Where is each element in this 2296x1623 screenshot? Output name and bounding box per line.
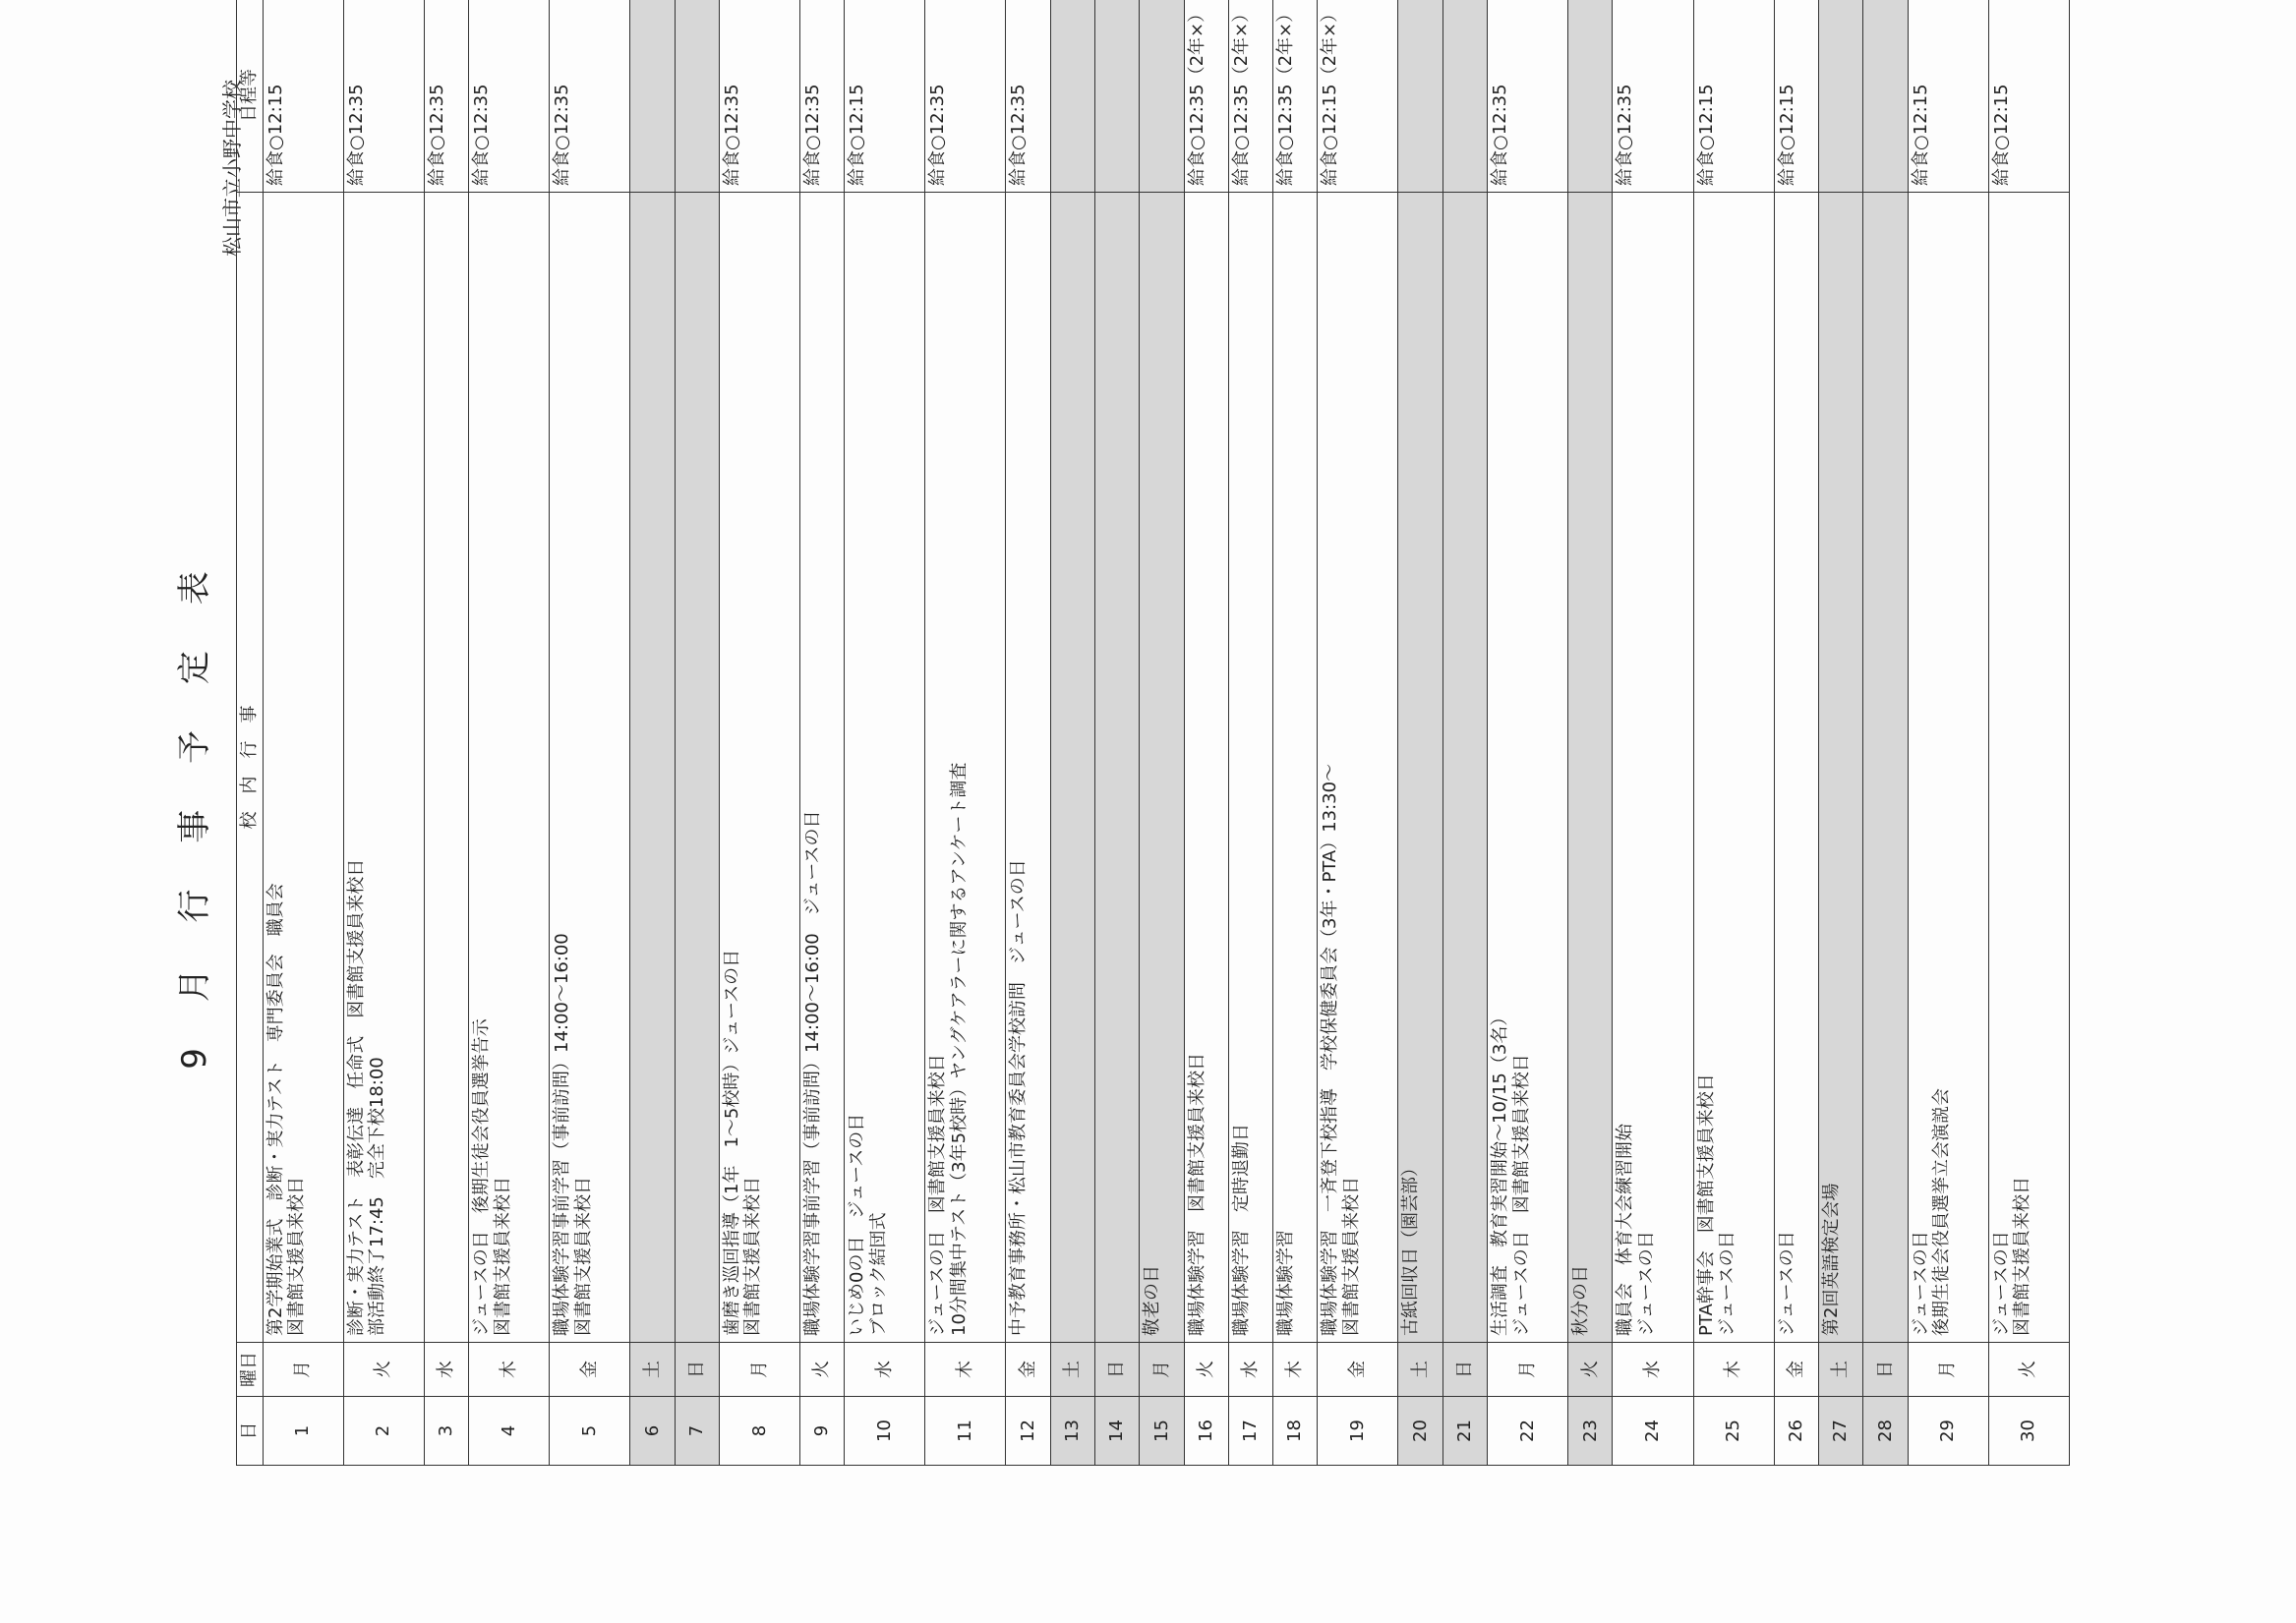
- table-row: [343, 0, 424, 1466]
- event-cell: [719, 193, 799, 1343]
- plan-cell-text: 給食○12:15: [1695, 84, 1717, 186]
- date-cell-text: 2: [373, 1424, 394, 1437]
- table-row: [1094, 0, 1139, 1466]
- date-cell-text: 28: [1874, 1420, 1896, 1442]
- plan-cell: [1006, 0, 1050, 193]
- date-cell: [550, 1397, 630, 1466]
- date-cell-text: 13: [1061, 1420, 1083, 1442]
- plan-cell: [799, 0, 844, 193]
- plan-cell: [550, 0, 630, 193]
- date-cell: [1488, 1397, 1568, 1466]
- event-cell-text: 歯磨き巡回指導（1年 1～5校時）ジュースの日 図書館支援員来校日: [721, 949, 764, 1336]
- event-cell: [1613, 193, 1693, 1343]
- header-event: 校 内 行 事: [237, 193, 264, 1343]
- plan-cell-text: 給食○12:35: [1008, 84, 1030, 186]
- header-plan: 日程等: [237, 0, 264, 193]
- day-cell: [1988, 1343, 2069, 1397]
- date-cell-text: 1: [292, 1424, 314, 1437]
- event-cell: [925, 193, 1006, 1343]
- date-cell: [799, 1397, 844, 1466]
- table-row: [1988, 0, 2069, 1466]
- day-cell: [1140, 1343, 1184, 1397]
- event-cell-text: ジュースの日 図書館支援員来校日: [1990, 1177, 2033, 1336]
- event-cell: [1774, 193, 1818, 1343]
- table-row: [263, 0, 343, 1466]
- event-cell: [424, 193, 468, 1343]
- date-cell-text: 6: [641, 1424, 663, 1437]
- table-row: [1818, 0, 1862, 1466]
- day-cell-text: 水: [1240, 1361, 1262, 1378]
- table-row: [1908, 0, 1988, 1466]
- day-cell: [1863, 1343, 1908, 1397]
- date-cell: [1613, 1397, 1693, 1466]
- day-cell: [719, 1343, 799, 1397]
- date-cell: [263, 1397, 343, 1466]
- day-cell-text: 土: [641, 1361, 663, 1378]
- plan-cell: [1273, 0, 1318, 193]
- day-cell-text: 木: [1723, 1361, 1744, 1378]
- plan-cell: [1568, 0, 1613, 193]
- event-cell: [1818, 193, 1862, 1343]
- event-cell: [1908, 193, 1988, 1343]
- event-cell: [1318, 193, 1398, 1343]
- date-cell-text: 26: [1785, 1420, 1806, 1442]
- date-cell: [1818, 1397, 1862, 1466]
- table-row: [1140, 0, 1184, 1466]
- date-cell: [1988, 1397, 2069, 1466]
- event-cell: [1094, 193, 1139, 1343]
- header-day: 曜日: [237, 1343, 264, 1397]
- event-cell-text: 職員会 体育大会練習開始 ジュースの日: [1615, 1124, 1658, 1336]
- date-cell: [1273, 1397, 1318, 1466]
- date-cell: [1568, 1397, 1613, 1466]
- day-cell-text: 木: [498, 1361, 519, 1378]
- plan-cell: [1908, 0, 1988, 193]
- day-cell-text: 日: [685, 1361, 707, 1378]
- table-row: [424, 0, 468, 1466]
- day-cell-text: 金: [578, 1361, 600, 1378]
- plan-cell: [263, 0, 343, 193]
- plan-cell: [1094, 0, 1139, 193]
- day-cell: [799, 1343, 844, 1397]
- day-cell: [424, 1343, 468, 1397]
- table-row: [550, 0, 630, 1466]
- date-cell-text: 30: [2018, 1420, 2039, 1442]
- date-cell: [1050, 1397, 1094, 1466]
- table-row: [1693, 0, 1774, 1466]
- date-cell: [1228, 1397, 1272, 1466]
- day-cell-text: 火: [373, 1361, 394, 1378]
- plan-cell: [845, 0, 925, 193]
- date-cell: [469, 1397, 550, 1466]
- day-cell: [1398, 1343, 1442, 1397]
- table-row: [1050, 0, 1094, 1466]
- day-cell: [1693, 1343, 1774, 1397]
- day-cell: [343, 1343, 424, 1397]
- day-cell: [1318, 1343, 1398, 1397]
- day-cell-text: 土: [1409, 1361, 1431, 1378]
- plan-cell-text: 給食○12:15: [1990, 84, 2012, 186]
- event-cell-text: 職場体験学習 定時退勤日: [1230, 1124, 1252, 1336]
- day-cell: [469, 1343, 550, 1397]
- event-cell: [1568, 193, 1613, 1343]
- date-cell-text: 12: [1017, 1420, 1038, 1442]
- day-cell-text: 月: [748, 1361, 770, 1378]
- schedule-table: [236, 0, 2070, 1466]
- date-cell-text: 5: [578, 1424, 600, 1437]
- event-cell: [1184, 193, 1228, 1343]
- plan-cell: [630, 0, 675, 193]
- day-cell: [263, 1343, 343, 1397]
- plan-cell: [1140, 0, 1184, 193]
- event-cell-text: ジュースの日 図書館支援員来校日 10分間集中テスト（3年5校時）ヤングケアラーに関するアンケート調査: [927, 762, 970, 1336]
- date-cell: [1442, 1397, 1487, 1466]
- date-cell-text: 7: [685, 1424, 707, 1437]
- day-cell-text: 金: [1347, 1361, 1369, 1378]
- plan-cell: [1050, 0, 1094, 193]
- event-cell: [1228, 193, 1272, 1343]
- plan-cell: [1613, 0, 1693, 193]
- date-cell-text: 20: [1409, 1420, 1431, 1442]
- date-cell: [1318, 1397, 1398, 1466]
- event-cell-text: 中予教育事務所・松山市教育委員会学校訪問 ジュースの日: [1008, 859, 1030, 1336]
- event-cell: [799, 193, 844, 1343]
- table-row: [1184, 0, 1228, 1466]
- event-cell-text: 古紙回収日（園芸部）: [1400, 1159, 1422, 1336]
- plan-cell: [1988, 0, 2069, 193]
- day-cell: [1184, 1343, 1228, 1397]
- date-cell-text: 14: [1106, 1420, 1128, 1442]
- day-cell-text: 月: [292, 1361, 314, 1378]
- date-cell-text: 24: [1642, 1420, 1664, 1442]
- event-cell: [845, 193, 925, 1343]
- plan-cell: [1774, 0, 1818, 193]
- table-row: [1863, 0, 1908, 1466]
- date-cell: [719, 1397, 799, 1466]
- day-cell-text: 水: [436, 1361, 457, 1378]
- date-cell-text: 27: [1830, 1420, 1852, 1442]
- event-cell: [630, 193, 675, 1343]
- date-cell-text: 3: [436, 1424, 457, 1437]
- date-cell: [1398, 1397, 1442, 1466]
- date-cell: [1006, 1397, 1050, 1466]
- day-cell: [1568, 1343, 1613, 1397]
- day-cell: [845, 1343, 925, 1397]
- day-cell: [1273, 1343, 1318, 1397]
- table-row: [1488, 0, 1568, 1466]
- day-cell: [925, 1343, 1006, 1397]
- day-cell-text: 火: [2018, 1361, 2039, 1378]
- event-cell: [1006, 193, 1050, 1343]
- day-cell: [550, 1343, 630, 1397]
- date-cell-text: 25: [1723, 1420, 1744, 1442]
- date-cell: [1184, 1397, 1228, 1466]
- day-cell: [1774, 1343, 1818, 1397]
- table-row: [719, 0, 799, 1466]
- date-cell-text: 11: [954, 1420, 975, 1442]
- plan-cell-text: 給食○12:15: [1910, 84, 1931, 186]
- date-cell-text: 15: [1150, 1420, 1172, 1442]
- page-title: 9 月 行 事 予 定 表: [175, 553, 214, 1070]
- event-cell-text: 職場体験学習: [1275, 1230, 1297, 1336]
- event-cell: [1488, 193, 1568, 1343]
- plan-cell: [925, 0, 1006, 193]
- day-cell-text: 水: [1642, 1361, 1664, 1378]
- day-cell-text: 金: [1017, 1361, 1038, 1378]
- plan-cell: [1318, 0, 1398, 193]
- plan-cell-text: 給食○12:35: [1615, 84, 1636, 186]
- date-cell-text: 23: [1579, 1420, 1601, 1442]
- event-cell-text: 秋分の日: [1570, 1265, 1592, 1336]
- event-cell: [1140, 193, 1184, 1343]
- event-cell: [263, 193, 343, 1343]
- plan-cell-text: 給食○12:35: [801, 84, 823, 186]
- day-cell: [1050, 1343, 1094, 1397]
- plan-cell: [1398, 0, 1442, 193]
- day-cell: [1094, 1343, 1139, 1397]
- header-row: [237, 0, 264, 1466]
- date-cell: [424, 1397, 468, 1466]
- plan-cell: [1818, 0, 1862, 193]
- date-cell: [1140, 1397, 1184, 1466]
- event-cell-text: 職場体験学習事前学習（事前訪問）14:00～16:00 ジュースの日: [801, 810, 823, 1336]
- table-row: [1318, 0, 1398, 1466]
- day-cell-text: 金: [1785, 1361, 1806, 1378]
- date-cell-text: 16: [1195, 1420, 1216, 1442]
- plan-cell-text: 給食○12:15（2年×）: [1320, 4, 1341, 186]
- date-cell-text: 17: [1240, 1420, 1262, 1442]
- date-cell-text: 22: [1516, 1420, 1538, 1442]
- event-cell-text: 敬老の日: [1142, 1265, 1163, 1336]
- date-cell-text: 4: [498, 1424, 519, 1437]
- event-cell-text: 職場体験学習 一斉登下校指導 学校保健委員会（3年・PTA）13:30～ 図書館支援員来校日: [1320, 763, 1362, 1336]
- plan-cell-text: 給食○12:35: [927, 84, 949, 186]
- table-row: [1228, 0, 1272, 1466]
- table-row: [1006, 0, 1050, 1466]
- plan-cell-text: 給食○12:35: [1490, 84, 1511, 186]
- day-cell: [1818, 1343, 1862, 1397]
- event-cell: [1273, 193, 1318, 1343]
- table-row: [1613, 0, 1693, 1466]
- event-cell-text: ジュースの日: [1776, 1231, 1797, 1336]
- day-cell-text: 木: [1284, 1361, 1306, 1378]
- event-cell-text: 生活調査 教育実習開始～10/15（3名） ジュースの日 図書館支援員来校日: [1490, 1008, 1532, 1336]
- date-cell-text: 19: [1347, 1420, 1369, 1442]
- event-cell-text: 第2学期始業式 診断・実力テスト 専門委員会 職員会 図書館支援員来校日: [265, 883, 308, 1336]
- day-cell-text: 水: [873, 1361, 895, 1378]
- date-cell-text: 18: [1284, 1420, 1306, 1442]
- day-cell: [675, 1343, 719, 1397]
- table-row: [845, 0, 925, 1466]
- date-cell: [343, 1397, 424, 1466]
- event-cell: [343, 193, 424, 1343]
- event-cell-text: ジュースの日 後期生徒会役員選挙告示 図書館支援員来校日: [471, 1018, 513, 1336]
- plan-cell-text: 給食○12:35: [721, 84, 742, 186]
- day-cell-text: 火: [811, 1361, 833, 1378]
- plan-cell-text: 給食○12:15: [1776, 84, 1797, 186]
- table-row: [1774, 0, 1818, 1466]
- day-cell-text: 土: [1830, 1361, 1852, 1378]
- event-cell-text: 職場体験学習 図書館支援員来校日: [1186, 1053, 1207, 1336]
- event-cell-text: いじめ0の日 ジュースの日 ブロック結団式: [847, 1113, 889, 1336]
- school-name: 松山市立小野中学校: [220, 80, 244, 257]
- table-row: [1398, 0, 1442, 1466]
- plan-cell-text: 給食○12:35（2年×）: [1230, 4, 1252, 186]
- day-cell: [1613, 1343, 1693, 1397]
- plan-cell-text: 給食○12:35: [471, 84, 493, 186]
- day-cell: [1228, 1343, 1272, 1397]
- day-cell-text: 日: [1106, 1361, 1128, 1378]
- event-cell-text: 診断・実力テスト 表彰伝達 任命式 図書館支援員来校日 部活動終了17:45 完全下校18:00: [345, 858, 388, 1336]
- date-cell-text: 29: [1937, 1420, 1959, 1442]
- day-cell: [630, 1343, 675, 1397]
- date-cell: [1863, 1397, 1908, 1466]
- plan-cell: [1184, 0, 1228, 193]
- date-cell: [675, 1397, 719, 1466]
- plan-cell: [1488, 0, 1568, 193]
- plan-cell-text: 給食○12:15: [265, 84, 286, 186]
- date-cell: [1774, 1397, 1818, 1466]
- date-cell: [845, 1397, 925, 1466]
- date-cell-text: 21: [1454, 1420, 1476, 1442]
- event-cell-text: 第2回英語検定会場: [1820, 1183, 1842, 1336]
- day-cell-text: 土: [1061, 1361, 1083, 1378]
- table-row: [630, 0, 675, 1466]
- plan-cell: [1693, 0, 1774, 193]
- day-cell-text: 木: [954, 1361, 975, 1378]
- day-cell-text: 日: [1874, 1361, 1896, 1378]
- plan-cell-text: 給食○12:35（2年×）: [1275, 4, 1297, 186]
- event-cell-text: 職場体験学習事前学習（事前訪問）14:00～16:00 図書館支援員来校日: [552, 933, 594, 1336]
- event-cell: [1398, 193, 1442, 1343]
- plan-cell-text: 給食○12:35（2年×）: [1186, 4, 1207, 186]
- day-cell: [1006, 1343, 1050, 1397]
- day-cell: [1442, 1343, 1487, 1397]
- date-cell: [925, 1397, 1006, 1466]
- table-row: [1273, 0, 1318, 1466]
- plan-cell-text: 給食○12:35: [552, 84, 573, 186]
- plan-cell: [1863, 0, 1908, 193]
- event-cell: [1693, 193, 1774, 1343]
- plan-cell: [469, 0, 550, 193]
- date-cell: [1094, 1397, 1139, 1466]
- header-date: 日: [237, 1397, 264, 1466]
- date-cell: [1693, 1397, 1774, 1466]
- day-cell-text: 月: [1937, 1361, 1959, 1378]
- date-cell-text: 8: [748, 1424, 770, 1437]
- event-cell-text: PTA幹事会 図書館支援員来校日 ジュースの日: [1695, 1073, 1738, 1336]
- plan-cell: [675, 0, 719, 193]
- event-cell: [1863, 193, 1908, 1343]
- date-cell: [630, 1397, 675, 1466]
- plan-cell: [1228, 0, 1272, 193]
- event-cell: [1442, 193, 1487, 1343]
- plan-cell: [424, 0, 468, 193]
- day-cell-text: 月: [1150, 1361, 1172, 1378]
- date-cell-text: 9: [811, 1424, 833, 1437]
- plan-cell: [343, 0, 424, 193]
- plan-cell-text: 給食○12:35: [345, 84, 367, 186]
- day-cell-text: 月: [1516, 1361, 1538, 1378]
- table-row: [925, 0, 1006, 1466]
- event-cell: [1050, 193, 1094, 1343]
- plan-cell: [719, 0, 799, 193]
- day-cell-text: 日: [1454, 1361, 1476, 1378]
- day-cell-text: 火: [1579, 1361, 1601, 1378]
- event-cell: [675, 193, 719, 1343]
- plan-cell-text: 給食○12:15: [847, 84, 868, 186]
- day-cell: [1488, 1343, 1568, 1397]
- event-cell-text: ジュースの日 後期生徒会役員選挙立会演説会: [1910, 1088, 1953, 1336]
- date-cell-text: 10: [873, 1420, 895, 1442]
- table-row: [675, 0, 719, 1466]
- date-cell: [1908, 1397, 1988, 1466]
- day-cell-text: 火: [1195, 1361, 1216, 1378]
- event-cell: [550, 193, 630, 1343]
- plan-cell: [1442, 0, 1487, 193]
- table-row: [469, 0, 550, 1466]
- table-row: [1568, 0, 1613, 1466]
- event-cell: [469, 193, 550, 1343]
- table-row: [1442, 0, 1487, 1466]
- table-row: [799, 0, 844, 1466]
- plan-cell-text: 給食○12:35: [426, 84, 447, 186]
- event-cell: [1988, 193, 2069, 1343]
- day-cell: [1908, 1343, 1988, 1397]
